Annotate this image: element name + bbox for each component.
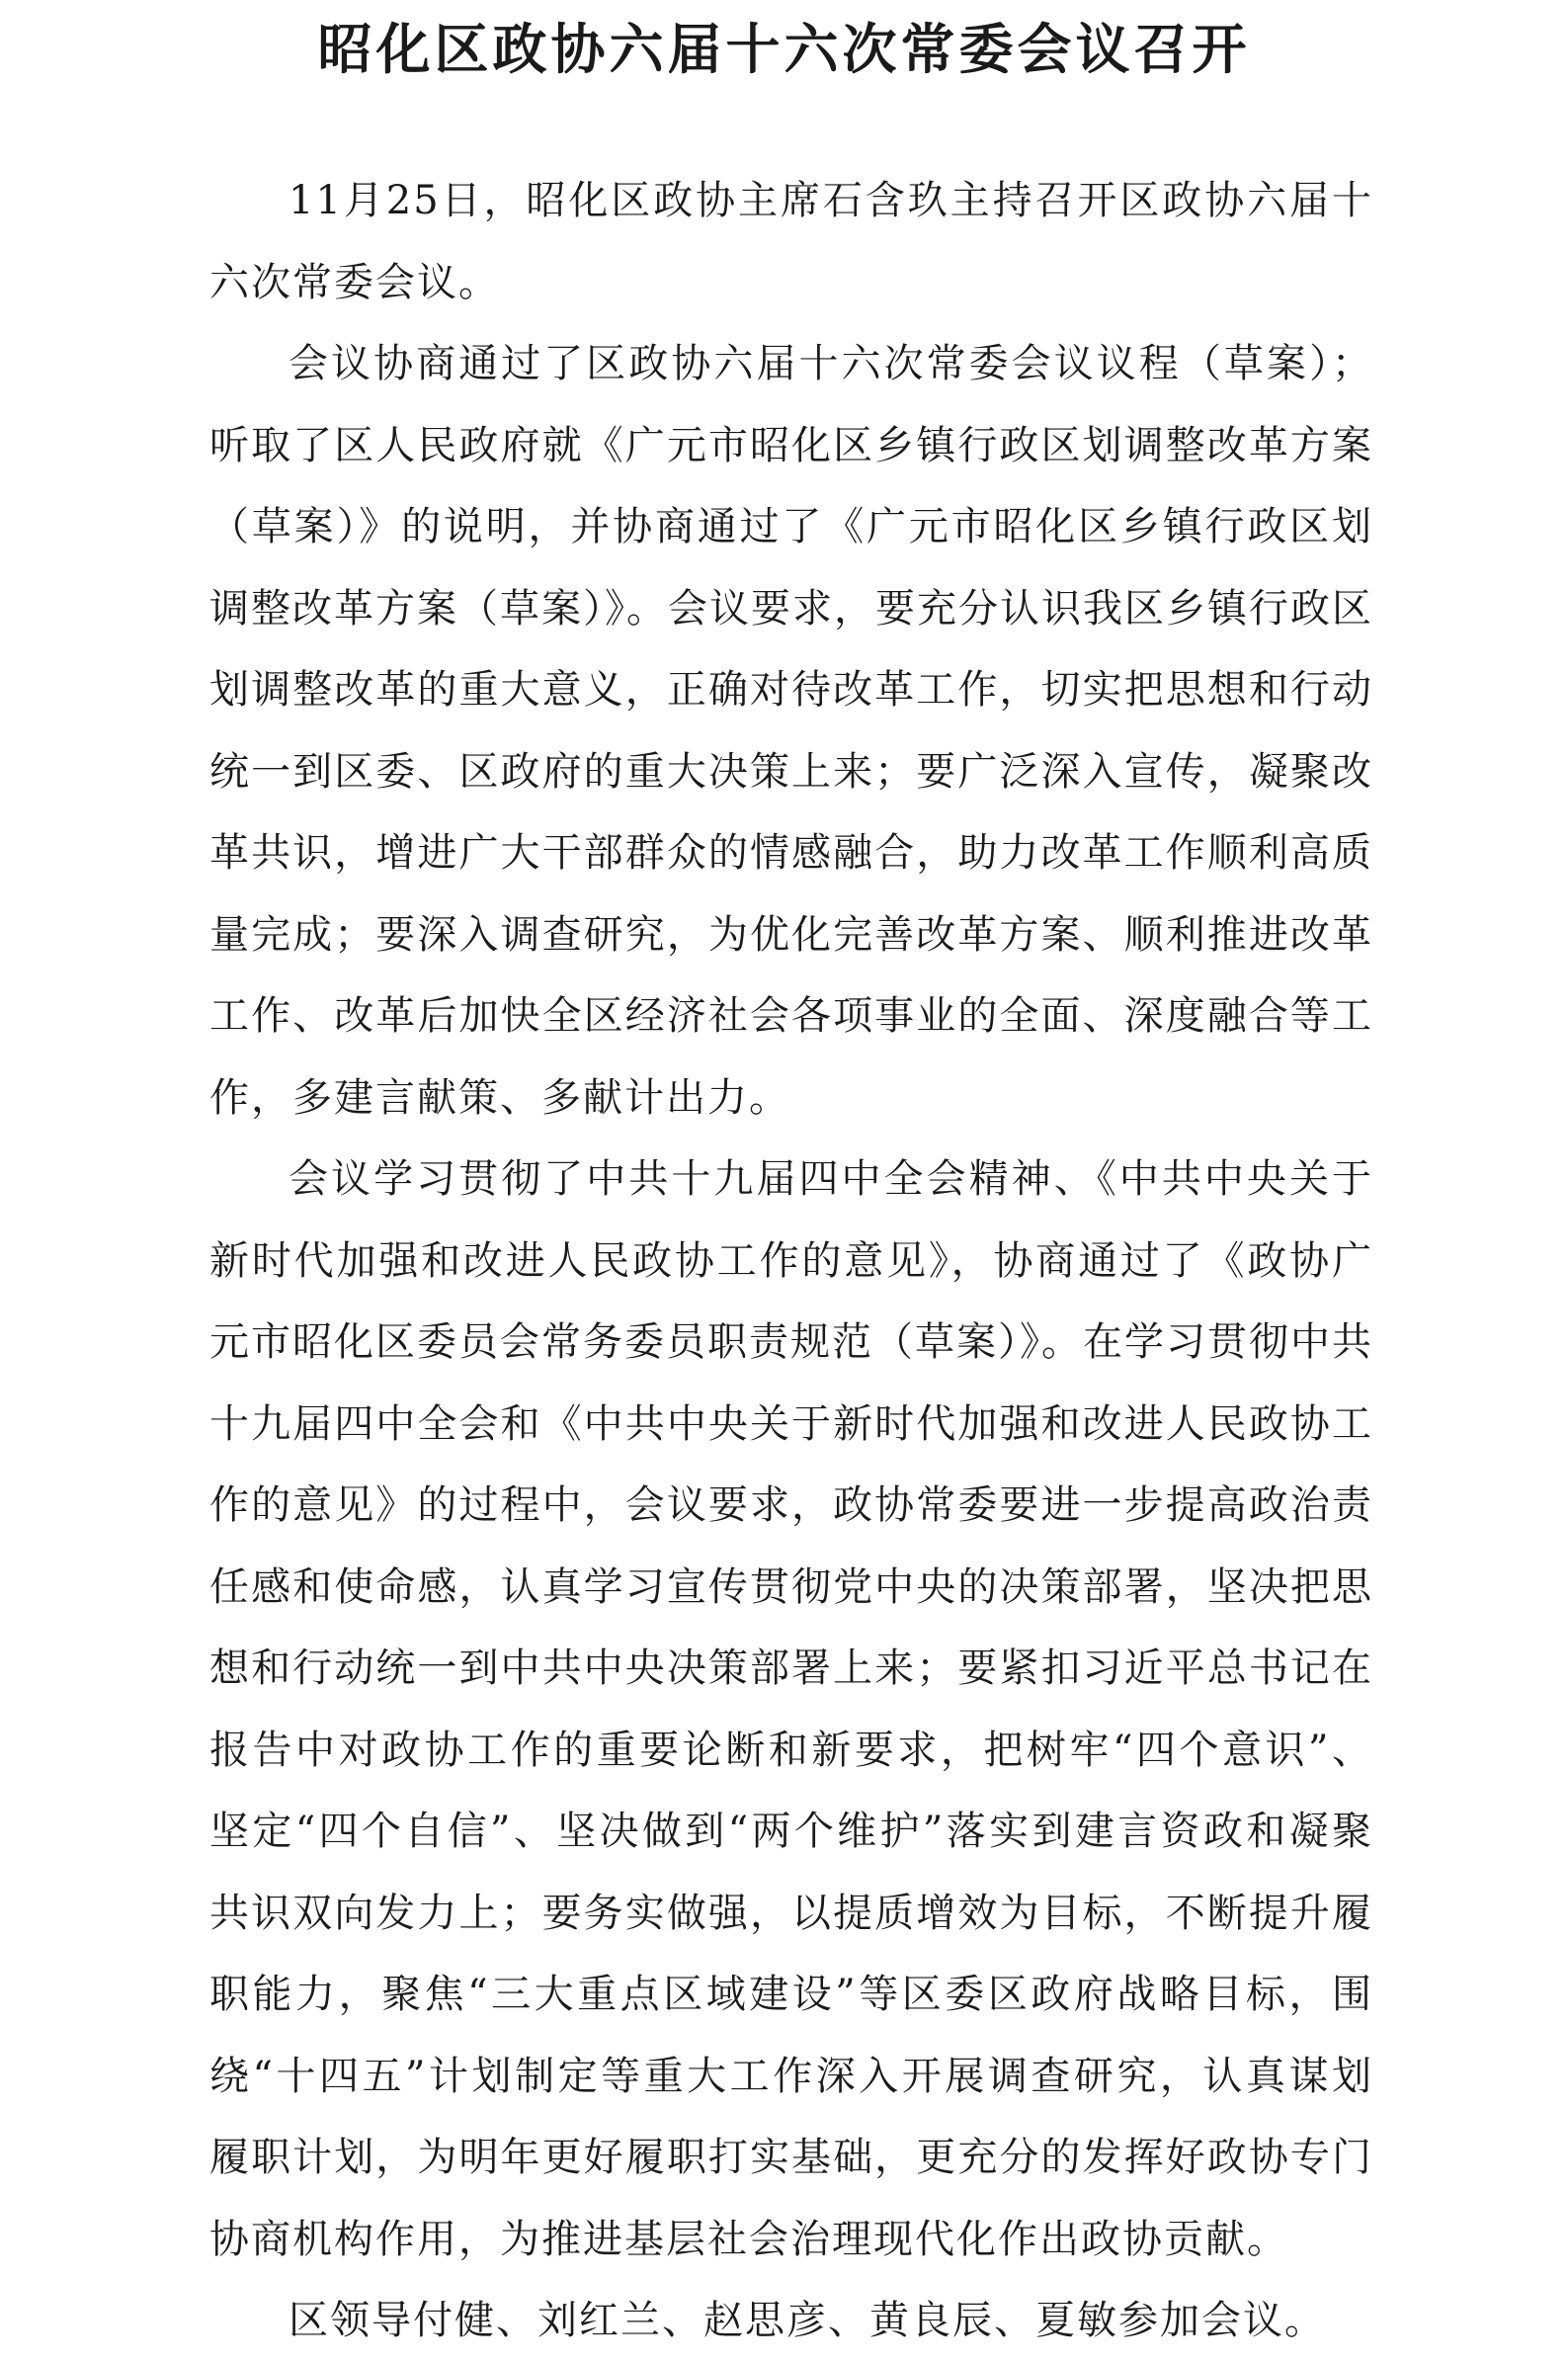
article-title: 昭化区政协六届十六次常委会议召开 [317,17,1251,81]
paragraph-study-requirements: 会议学习贯彻了中共十九届四中全会精神、《中共中央关于新时代加强和改进人民政协工作的意见》，协商通过了《政协广元市昭化区委员会常务委员职责规范（草案）》。在学习贯彻中共十九届四中全会和《中共中央关于新时代加强和改进人民政协工作的意见》的过程中，会议要求，政协常委要进一步提高政治责任感和使命感，认真学习宣传贯彻党中央的决策部署，坚决把思想和行动统一到中共中央决策部署上来；要紧扣习近平总书记在报告中对政协工作的重要论断和新要求，把树牢“四个意识”、坚定“四个自信”、坚决做到“两个维护”落实到建言资政和凝聚共识双向发力上；要务实做强，以提质增效为目标，不断提升履职能力，聚焦“三大重点区域建设”等区委区政府战略目标，围绕“十四五”计划制定等重大工作深入开展调查研究，认真谋划履职计划，为明年更好履职打实基础，更充分的发挥好政协专门协商机构作用，为推进基层社会治理现代化作出政协贡献。 [209,1156,1373,2262]
article-body [209,160,1373,2362]
paragraph-reform-plan: 会议协商通过了区政协六届十六次常委会议议程（草案）；听取了区人民政府就《广元市昭化区乡镇行政区划调整改革方案（草案）》的说明，并协商通过了《广元市昭化区乡镇行政区划调整改革方案（草案）》。会议要求，要充分认识我区乡镇行政区划调整改革的重大意义，正确对待改革工作，切实把思想和行动统一到区委、区政府的重大决策上来；要广泛深入宣传，凝聚改革共识，增进广大干部群众的情感融合，助力改革工作顺利高质量完成；要深入调查研究，为优化完善改革方案、顺利推进改革工作、改革后加快全区经济社会各项事业的全面、深度融合等工作，多建言献策、多献计出力。 [209,341,1373,1121]
paragraph-opening: 11月25日，昭化区政协主席石含玖主持召开区政协六届十六次常委会议。 [209,178,1373,305]
paragraph-attendees: 区领导付健、刘红兰、赵思彦、黄良辰、夏敏参加会议。 [289,2298,1326,2343]
